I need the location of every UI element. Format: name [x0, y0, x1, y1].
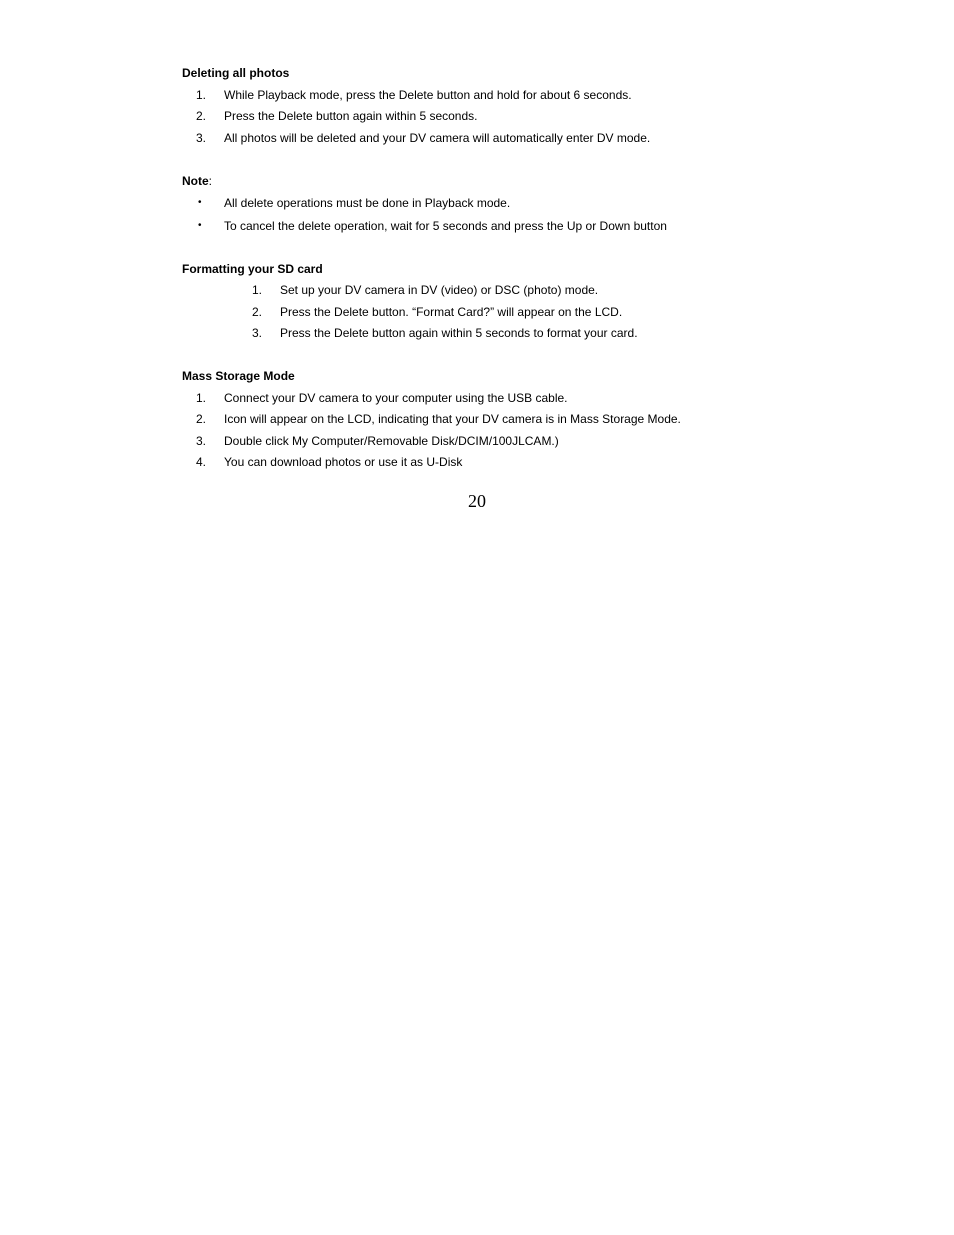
bullet-item-text: All delete operations must be done in Playback mode.	[224, 196, 511, 210]
bullet-icon: •	[198, 220, 202, 231]
list-item-text: Icon will appear on the LCD, indicating that your DV camera is in Mass Storage Mode.	[224, 412, 681, 426]
list-item-text: While Playback mode, press the Delete button and hold for about 6 seconds.	[224, 88, 632, 102]
note-colon: :	[208, 174, 213, 188]
section-heading-formatting: Formatting your SD card	[182, 262, 323, 276]
section-heading-deleting: Deleting all photos	[182, 66, 290, 80]
list-number: 4.	[196, 455, 207, 469]
list-number: 3.	[196, 434, 207, 448]
list-number: 3.	[196, 131, 207, 145]
list-item-text: Press the Delete button again within 5 seconds.	[224, 109, 478, 123]
list-item-text: Press the Delete button. “Format Card?” will appear on the LCD.	[280, 305, 623, 319]
page-number: 20	[468, 491, 486, 511]
note-heading	[182, 174, 212, 188]
bullet-item-text: To cancel the delete operation, wait for 5 seconds and press the Up or Down button	[224, 219, 667, 233]
list-number: 1.	[252, 283, 263, 297]
list-item-text: Connect your DV camera to your computer using the USB cable.	[224, 391, 568, 405]
list-item-text: Double click My Computer/Removable Disk/DCIM/100JLCAM.)	[224, 434, 559, 448]
list-number: 3.	[252, 326, 263, 340]
list-item-text: Press the Delete button again within 5 seconds to format your card.	[280, 326, 638, 340]
list-item-text: All photos will be deleted and your DV camera will automatically enter DV mode.	[224, 131, 651, 145]
section-heading-mass-storage: Mass Storage Mode	[182, 369, 295, 383]
list-item-text: Set up your DV camera in DV (video) or DSC (photo) mode.	[280, 283, 599, 297]
list-number: 1.	[196, 391, 207, 405]
list-number: 2.	[196, 109, 207, 123]
list-number: 2.	[196, 412, 207, 426]
list-item-text: You can download photos or use it as U-Disk	[224, 455, 463, 469]
list-number: 1.	[196, 88, 207, 102]
list-number: 2.	[252, 305, 263, 319]
note-label: Note	[182, 174, 209, 188]
bullet-icon: •	[198, 197, 202, 208]
